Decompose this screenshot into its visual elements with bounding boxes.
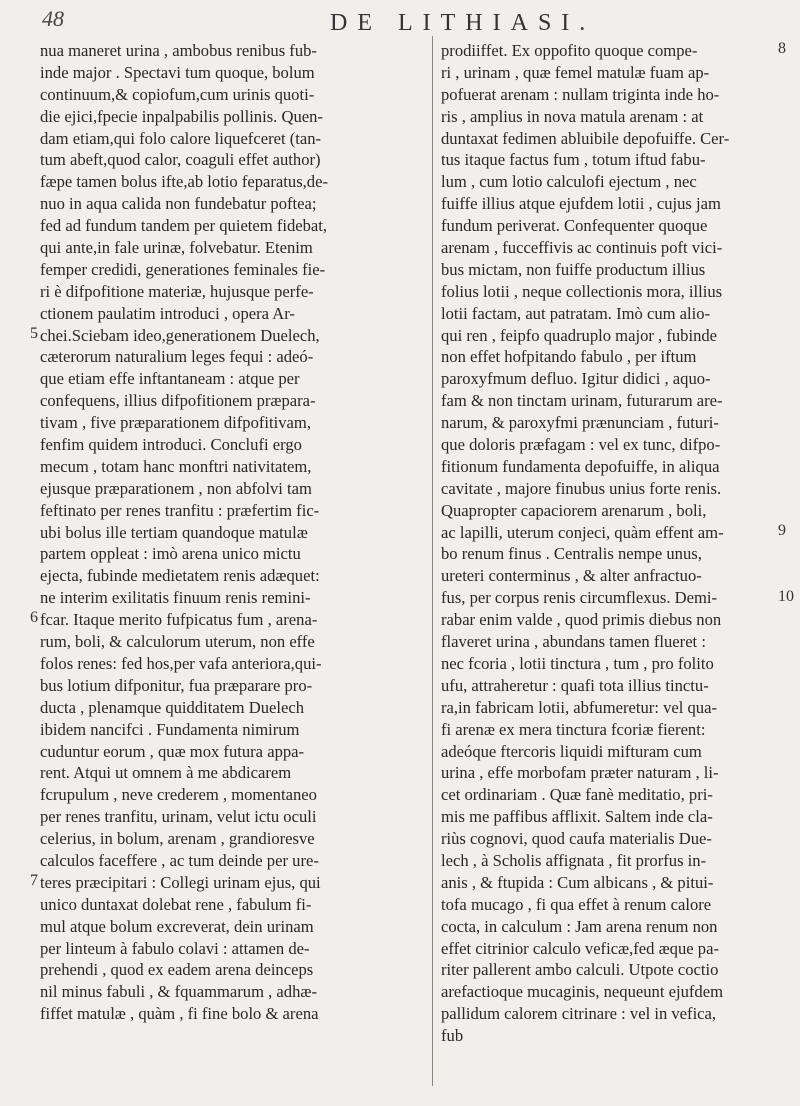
text-line: lech , à Scholis affignata , fit prorfus in- <box>441 850 707 870</box>
margin-number: 9 <box>778 521 786 539</box>
text-line: cocta, in calculum : Jam arena renum non <box>441 916 718 936</box>
text-line: nuo in aqua calida non fundebatur poftea; <box>40 194 317 214</box>
text-line: confequens, illius difpofitionem præpara- <box>40 391 316 411</box>
text-line: effet citrinior calculo veficæ,fed æque pa- <box>441 938 719 958</box>
text-line: bo renum finus . Centralis nempe unus, <box>441 544 702 564</box>
text-line: ne interim exilitatis finuum renis remini- <box>40 588 311 608</box>
text-line: cavitate , majore finubus unius forte renis. <box>441 478 722 498</box>
text-line: fcrupulum , neve crederem , momentaneo <box>40 785 317 805</box>
left-text-column <box>40 40 420 1025</box>
text-line: rent. Atqui ut omnem à me abdicarem <box>40 763 292 783</box>
text-line: die ejici,fpecie inpalpabilis pollinis. Quen- <box>40 106 323 126</box>
text-line: cæterorum naturalium leges fequi : adeó- <box>40 347 314 367</box>
text-line: arenam , fucceffivis ac continuis poft vici- <box>441 238 723 258</box>
page-number: 48 <box>42 6 64 31</box>
text-line: fiffet matulæ , quàm , fi fine bolo & arena <box>40 1004 319 1024</box>
text-line: tofa mucago , fi qua effet à renum calore <box>441 894 712 914</box>
text-line: anis , & ftupida : Cum albicans , & pitui- <box>441 872 714 892</box>
text-line: rabar enim valde , quod primis diebus non <box>441 610 722 630</box>
text-line: tus itaque factus fum , totum iftud fabu- <box>441 150 706 170</box>
margin-number: 7 <box>30 872 38 890</box>
text-line: prodiiffet. Ex oppofito quoque compe- <box>441 41 698 60</box>
text-line: riter pallerent ambo calculi. Utpote coctio <box>441 960 719 980</box>
text-line: lum , cum lotio calculofi ejectum , nec <box>441 172 697 192</box>
text-line: flaveret urina , abundans tamen flueret : <box>441 632 706 652</box>
text-line: tivam , five præparationem difpofitivam, <box>40 413 311 433</box>
text-line: ri è difpofitione materiæ, hujusque perfe- <box>40 281 314 301</box>
text-line: folius lotii , neque collectionis mora, illius <box>441 281 723 301</box>
text-line: per renes tranfitu, urinam, velut ictu oculi <box>40 807 317 827</box>
text-line: fed ad fundum tandem per quietem fidebat, <box>40 216 328 236</box>
text-line: fi arenæ ex mera tinctura fcoriæ fierent: <box>441 719 706 739</box>
text-line: ris , amplius in nova matula arenam : at <box>441 106 704 126</box>
margin-number: 6 <box>30 609 38 627</box>
text-line: Quapropter capaciorem arenarum , boli, <box>441 500 707 520</box>
text-line: femper credidi, generationes feminales fie- <box>40 259 326 279</box>
text-line: ubi bolus ille tertiam quandoque matulæ <box>40 522 308 542</box>
text-line: ctionem paulatim introduci , opera Ar- <box>40 303 295 323</box>
margin-number: 8 <box>778 40 786 57</box>
margin-number: 5 <box>30 324 38 342</box>
text-line: fuiffe illius atque ejufdem lotii , cujus jam <box>441 194 721 214</box>
margin-number: 10 <box>778 587 794 605</box>
text-line: fam & non tinctam urinam, futurarum are- <box>441 391 723 411</box>
text-line: urina , effe morbofam præter naturam , li- <box>441 763 719 783</box>
text-line: adeóque ftercoris liquidi mifturam cum <box>441 741 702 761</box>
text-line: fus, per corpus renis circumflexus. Demi- <box>441 588 718 608</box>
text-line: ra,in fabricam lotii, abfumeretur: vel qua- <box>441 697 717 717</box>
page-header <box>0 0 800 40</box>
text-line: continuum,& copiofum,cum urinis quoti- <box>40 84 315 104</box>
text-line: fcar. Itaque merito fufpicatus fum , arena- <box>40 610 318 630</box>
text-line: riùs cognovi, quod caufa materialis Due- <box>441 829 712 849</box>
text-line: arefactioque mucaginis, nequeunt ejufdem <box>441 982 723 1002</box>
running-head: DE LITHIASI. <box>330 10 596 36</box>
text-line: calculos faceffere , ac tum deinde per ure- <box>40 850 319 870</box>
right-text-column <box>441 40 800 1047</box>
text-line: duntaxat fedimen abluibile depofuiffe. Cer- <box>441 128 730 148</box>
text-line: partem oppleat : imò arena unico mictu <box>40 544 301 564</box>
text-line: qui ren , feipfo quadruplo major , fubinde <box>441 325 718 345</box>
text-line: feftinato per renes tranfitu : præfertim fic- <box>40 500 320 520</box>
text-line: paroxyfmum defluo. Igitur didici , aquo- <box>441 369 711 389</box>
text-line: ejecta, fubinde medietatem renis adæquet: <box>40 566 320 586</box>
text-line: ureteri conterminus , & alter anfractuo- <box>441 566 702 586</box>
column-divider <box>432 36 433 1086</box>
text-line: nec fcoria , lotii tinctura , tum , pro folito <box>441 653 714 673</box>
text-line: nua maneret urina , ambobus renibus fub- <box>40 41 317 60</box>
text-line: chei.Sciebam ideo,generationem Duelech, <box>40 325 320 345</box>
text-line: pallidum calorem citrinare : vel in vefica, <box>441 1004 717 1024</box>
text-line: lotii factam, aut patratam. Imò cum alio- <box>441 303 711 323</box>
text-line: ducta , plenamque quidditatem Duelech <box>40 697 305 717</box>
text-line: inde major . Spectavi tum quoque, bolum <box>40 62 315 82</box>
text-line: ibidem nancifci . Fundamenta nimirum <box>40 719 300 739</box>
text-line: bus mictam, non fuiffe productum illius <box>441 259 706 279</box>
text-line: cuduntur eorum , quæ mox futura appa- <box>40 741 305 761</box>
text-line: dam etiam,qui folo calore liquefceret (tan- <box>40 128 322 148</box>
text-line: fæpe tamen bolus ifte,ab lotio feparatus,de- <box>40 172 328 192</box>
text-line: rum, boli, & calculorum uterum, non effe <box>40 632 315 652</box>
text-line: bus lotium difponitur, fua præparare pro- <box>40 675 313 695</box>
text-line: ufu, attraheretur : quafi tota illius tinctu- <box>441 675 709 695</box>
text-line: fitionum fundamenta depofuiffe, in aliqua <box>441 456 720 476</box>
text-line: fundum periverat. Confequenter quoque <box>441 216 708 236</box>
text-line: que etiam effe inftantaneam : atque per <box>40 369 300 389</box>
text-line: ac lapilli, uterum conjeci, quàm effent am- <box>441 522 724 542</box>
text-line: tum abeft,quod calor, coaguli effet author) <box>40 150 321 170</box>
text-line: teres præcipitari : Collegi urinam ejus, qui <box>40 872 321 892</box>
text-line: pofuerat arenam : nullam triginta inde ho- <box>441 84 720 104</box>
text-line: prehendi , quod ex eadem arena deinceps <box>40 960 314 980</box>
text-line: qui ante,in fale urinæ, folvebatur. Etenim <box>40 238 313 258</box>
text-line: mecum , totam hanc monftri nativitatem, <box>40 456 312 476</box>
text-line: que doloris præfagam : vel ex tunc, difpo- <box>441 435 721 455</box>
text-line: mul atque bolum excreverat, dein urinam <box>40 916 314 936</box>
text-line: ejusque præparationem , non abfolvi tam <box>40 478 312 498</box>
text-line: mis me paffibus afflixit. Saltem inde cla- <box>441 807 713 827</box>
text-line: fenfim quidem introduci. Conclufi ergo <box>40 435 302 455</box>
text-line: nil minus fabuli , & fquammarum , adhæ- <box>40 982 317 1002</box>
text-line: folos renes: fed hos,per vafa anteriora,qui- <box>40 653 322 673</box>
text-line: non effet hofpitando fabulo , per iftum <box>441 347 697 367</box>
text-line: narum, & paroxyfmi prænunciam , futuri- <box>441 413 719 433</box>
text-line: cet ordinariam . Quæ fanè meditatio, pri- <box>441 785 713 805</box>
text-line: per linteum à fabulo colavi : attamen de- <box>40 938 310 958</box>
text-line: ri , urinam , quæ femel matulæ fuam ap- <box>441 62 710 82</box>
text-line: celerius, in bolum, arenam , grandioresve <box>40 829 315 849</box>
text-line: unico duntaxat dolebat rene , fabulum fi- <box>40 894 312 914</box>
text-line: fub <box>441 1026 464 1046</box>
